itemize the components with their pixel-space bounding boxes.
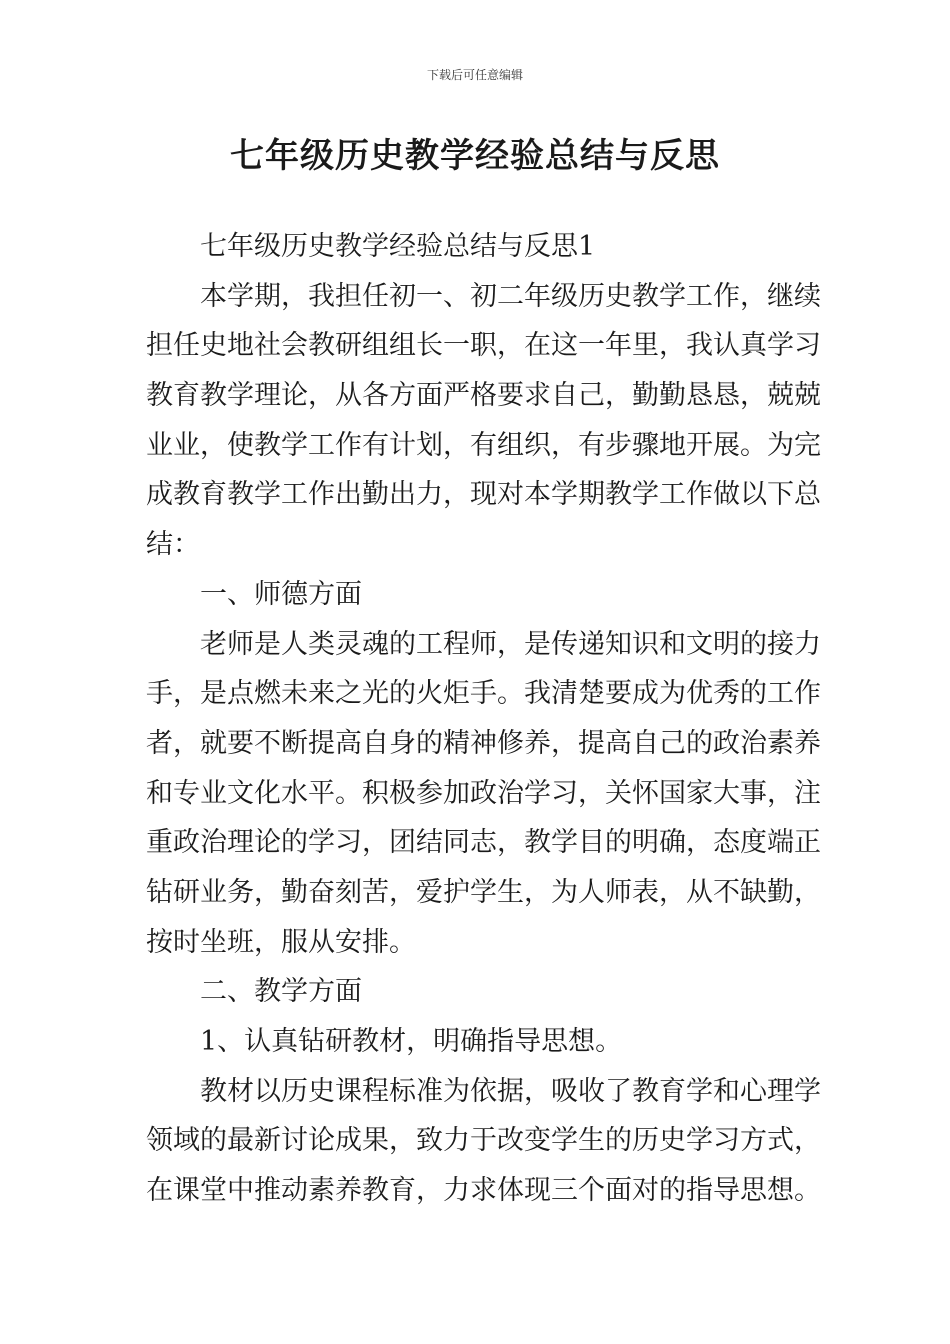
text-line: 者，就要不断提高自身的精神修养，提高自己的政治素养 (146, 727, 821, 759)
text-line: 一、师德方面 (200, 578, 362, 610)
text-line: 业业，使教学工作有计划，有组织，有步骤地开展。为完 (146, 429, 821, 461)
text-line: 重政治理论的学习，团结同志，教学目的明确，态度端正 (146, 827, 821, 859)
text-line: 和专业文化水平。积极参加政治学习，关怀国家大事，注 (146, 777, 821, 809)
text-line: 二、教学方面 (200, 976, 362, 1008)
text-line: 教材以历史课程标准为依据，吸收了教育学和心理学 (200, 1075, 821, 1107)
text-line: 成教育教学工作出勤出力，现对本学期教学工作做以下总 (146, 479, 821, 511)
document-body (146, 222, 821, 1216)
text-line: 按时坐班，服从安排。 (146, 926, 416, 958)
text-line: 老师是人类灵魂的工程师，是传递知识和文明的接力 (200, 628, 821, 660)
text-line: 教育教学理论，从各方面严格要求自己，勤勤恳恳，兢兢 (146, 380, 821, 412)
text-line: 领域的最新讨论成果，致力于改变学生的历史学习方式， (146, 1125, 821, 1157)
text-line: 担任史地社会教研组组长一职，在这一年里，我认真学习 (146, 330, 821, 362)
text-line: 钻研业务，勤奋刻苦，爱护学生，为人师表，从不缺勤， (146, 876, 821, 908)
header-note: 下载后可任意编辑 (426, 68, 523, 82)
text-line: 在课堂中推动素养教育，力求体现三个面对的指导思想。 (146, 1175, 821, 1207)
text-line: 1、认真钻研教材，明确指导思想。 (200, 1026, 623, 1057)
text-line: 手，是点燃未来之光的火炬手。我清楚要成为优秀的工作 (146, 678, 821, 710)
document-title: 七年级历史教学经验总结与反思 (230, 136, 720, 176)
text-line: 七年级历史教学经验总结与反思1 (200, 231, 596, 262)
text-line: 结： (146, 529, 200, 561)
text-line: 本学期，我担任初一、初二年级历史教学工作，继续 (200, 280, 821, 312)
